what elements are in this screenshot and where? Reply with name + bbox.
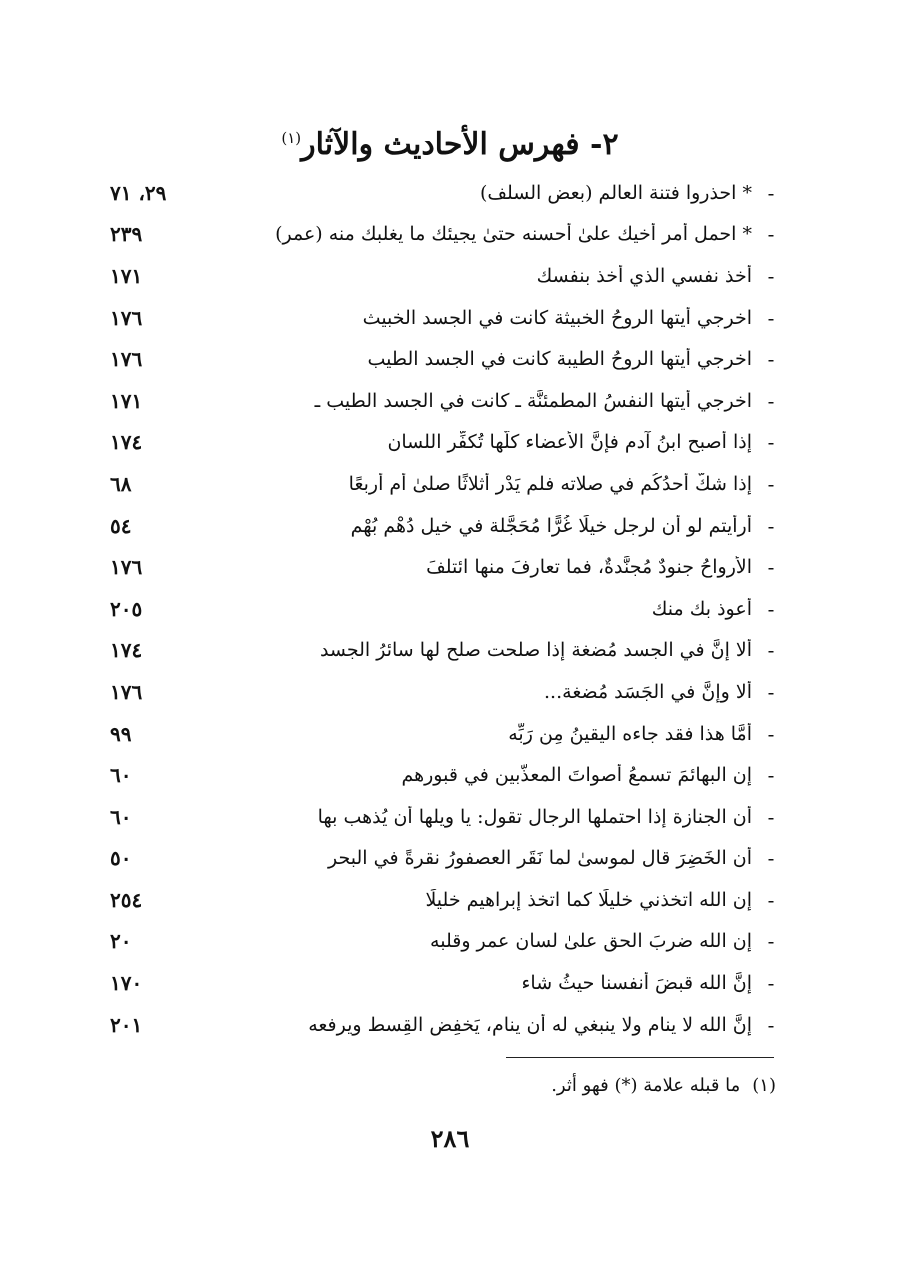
index-title-text: ٢- فهرس الأحاديث والآثار [301,127,619,162]
index-entry [110,713,782,755]
index-entry [110,546,782,588]
entry-page-numbers: ٥٠ [110,846,132,871]
entry-page-numbers: ٢٠١ [110,1012,143,1037]
entry-text: أمَّا هذا فقد جاءه اليقينُ مِن رَبِّه [508,722,752,745]
entry-dash: - [767,721,775,746]
entry-dash: - [767,471,775,496]
entry-page-numbers: ١٧١ [110,388,143,413]
index-entry [110,962,782,1004]
entry-text: * احذروا فتنة العالم (بعض السلف) [479,181,752,204]
entry-page-numbers: ٢٠٥ [110,596,143,621]
entry-dash: - [767,804,775,829]
entry-dash: - [767,430,775,455]
entry-text: إنَّ الله قبضَ أنفسنا حيثُ شاء [521,972,752,995]
entry-page-numbers: ١٧٦ [110,555,143,580]
entry-text: أخذ نفسي الذي أخذ بنفسك [536,264,752,287]
index-entry [110,505,782,547]
footnote-text: ما قبله علامة (*) فهو أثر. [551,1075,741,1096]
entry-dash: - [767,846,775,871]
entry-text: ألا إنَّ في الجسد مُضغة إذا صلحت صلح لها سائرُ الجسد [319,639,752,662]
index-entry [110,671,782,713]
entry-text: إن البهائمَ تسمعُ أصواتَ المعذَّبين في قبورهم [401,764,752,787]
index-entry [110,338,782,380]
entry-page-numbers: ١٧٤ [110,430,143,455]
entry-dash: - [767,887,775,912]
entry-text: إن الله اتخذني خليلًا كما اتخذ إبراهيم خليلًا [425,888,752,911]
entry-page-numbers: ٥٤ [110,513,132,538]
entry-page-numbers: ١٧٦ [110,679,143,704]
entry-dash: - [767,180,775,205]
index-entry [110,838,782,880]
entry-page-numbers: ١٧٦ [110,305,143,330]
entry-text: أن الخَضِرَ قال لموسىٰ لما نَقَر العصفورُ نقرةً في البحر [328,847,752,870]
entry-page-numbers: ٢٩، ٧١ [110,180,167,205]
entry-dash: - [767,971,775,996]
entry-dash: - [767,1012,775,1037]
footnote-divider [506,1057,774,1058]
entry-page-numbers: ٦٠ [110,763,132,788]
index-entry [110,214,782,256]
index-entry [110,879,782,921]
hadith-index-list [110,172,782,1045]
entry-text: أرأيتم لو أن لرجل خيلًا غُرًّا مُحَجَّلة في خيل دُهْم بُهْمٍ [350,514,752,537]
index-entry [110,297,782,339]
index-entry [110,172,782,214]
entry-text: اخرجي أيتها الروحُ الطيبة كانت في الجسد الطيب [367,348,752,371]
entry-page-numbers: ٢٥٤ [110,887,143,912]
entry-text: اخرجي أيتها النفسُ المطمئنَّة ـ كانت في الجسد الطيب ـ [314,389,752,412]
entry-text: * احمل أمر أخيك علىٰ أحسنه حتىٰ يجيئك ما يغلبك منه (عمر) [275,223,752,246]
entry-page-numbers: ١٧٦ [110,347,143,372]
entry-text: الأرواحُ جنودٌ مُجنَّدةٌ، فما تعارفَ منها ائتلفَ [426,556,752,579]
entry-dash: - [767,222,775,247]
entry-dash: - [767,388,775,413]
entry-dash: - [767,929,775,954]
index-entry [110,921,782,963]
entry-text: إذا شكَّ أحدُكُم في صلاته فلم يَدْرِ أثلاثًا صلىٰ أم أربعًا [348,472,752,495]
entry-page-numbers: ١٧٠ [110,971,143,996]
entry-dash: - [767,305,775,330]
index-entry [110,754,782,796]
entry-page-numbers: ٦٠ [110,804,132,829]
index-entry [110,630,782,672]
entry-page-numbers: ٢٠ [110,929,132,954]
entry-page-numbers: ١٧٤ [110,638,143,663]
index-entry [110,796,782,838]
entry-dash: - [767,596,775,621]
entry-dash: - [767,679,775,704]
entry-text: إذا أصبح ابنُ آدم فإنَّ الأعضاء كلَّها تُكفِّر اللسان [387,431,752,454]
entry-page-numbers: ٩٩ [110,721,132,746]
entry-page-numbers: ١٧١ [110,263,143,288]
page-number: ٢٨٦ [430,1124,470,1153]
index-entry [110,1004,782,1046]
entry-dash: - [767,638,775,663]
entry-text: إن الله ضربَ الحق علىٰ لسان عمر وقلبه [430,930,752,953]
entry-dash: - [767,263,775,288]
entry-text: ألا وإنَّ في الجَسَد مُضغة... [544,680,752,703]
footnote-reference: (١) [281,129,302,147]
entry-dash: - [767,513,775,538]
entry-dash: - [767,347,775,372]
index-entry [110,422,782,464]
entry-text: أعوذ بك منك [651,597,752,620]
entry-page-numbers: ٦٨ [110,471,132,496]
entry-dash: - [767,555,775,580]
index-entry [110,588,782,630]
entry-text: اخرجي أيتها الروحُ الخبيثة كانت في الجسد الخبيث [362,306,752,329]
index-title [0,118,900,165]
entry-dash: - [767,763,775,788]
index-entry [110,380,782,422]
footnote [551,1075,776,1096]
index-entry [110,463,782,505]
footnote-number: (١) [752,1075,776,1096]
entry-page-numbers: ٢٣٩ [110,222,143,247]
entry-text: أن الجنازة إذا احتملها الرجال تقول: يا ويلها أن يُذهب بها [317,805,752,828]
index-entry [110,255,782,297]
entry-text: إنَّ الله لا ينام ولا ينبغي له أن ينام، يَخفِض القِسط ويرفعه [308,1013,752,1036]
